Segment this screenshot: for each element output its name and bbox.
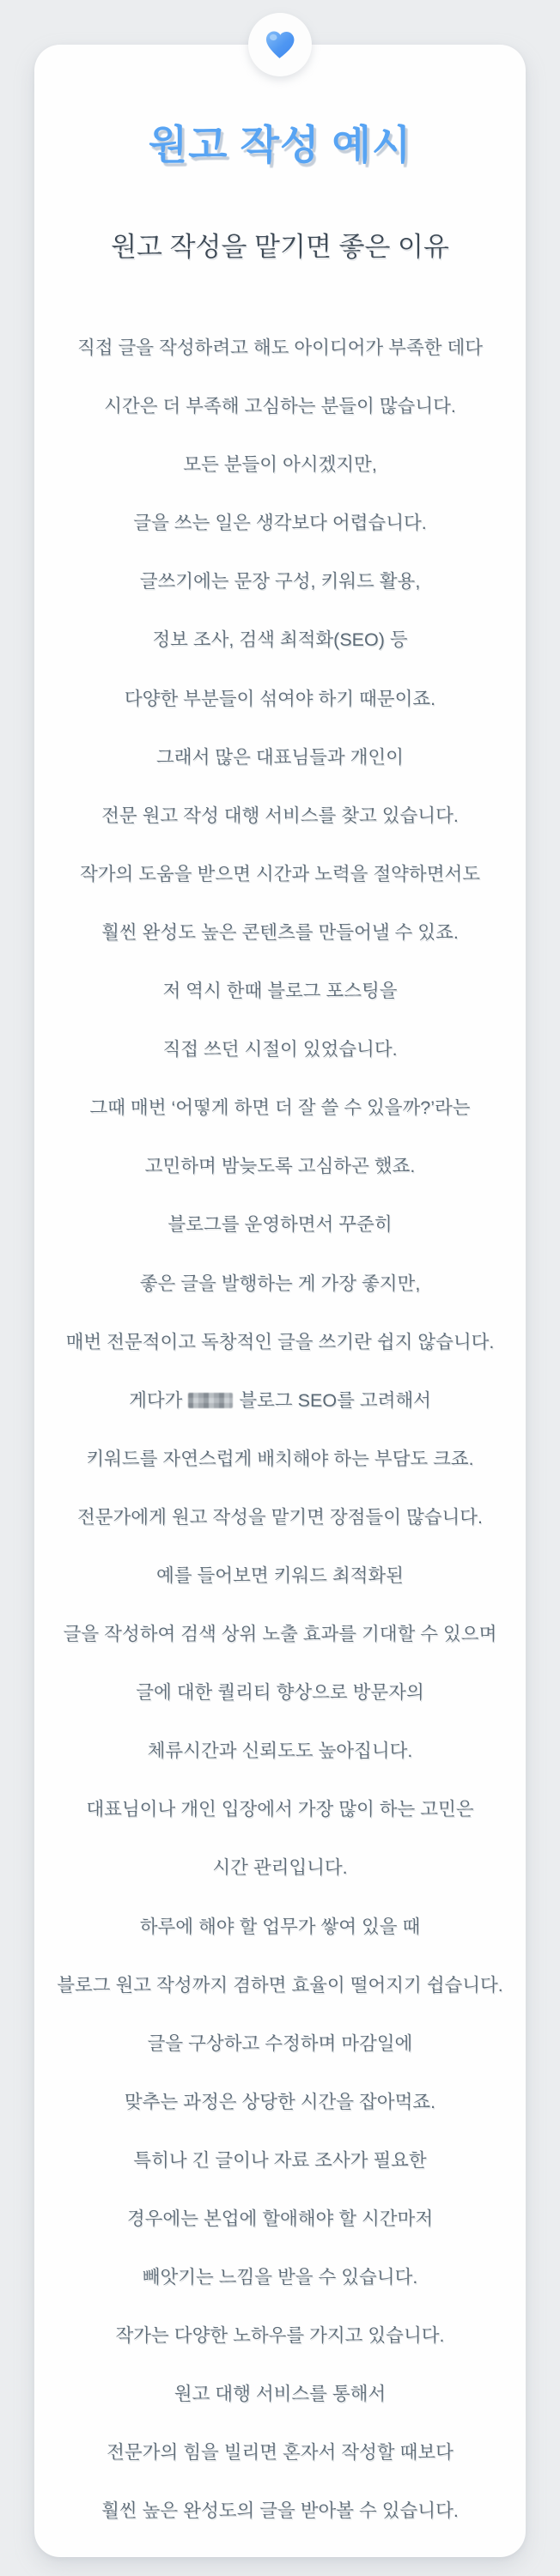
body-line: 매번 전문적이고 독창적인 글을 쓰기란 쉽지 않습니다.: [65, 1331, 495, 1352]
body-line: 좋은 글을 발행하는 게 가장 좋지만,: [139, 1273, 421, 1294]
body-line: 글을 쓰는 일은 생각보다 어렵습니다.: [133, 513, 427, 534]
body-line: 하루에 해야 할 업무가 쌓여 있을 때: [139, 1916, 421, 1937]
body-line: 글에 대한 퀄리티 향상으로 방문자의: [136, 1682, 424, 1704]
body-line: 글을 작성하여 검색 상위 노출 효과를 기대할 수 있으며: [63, 1624, 497, 1645]
body-line: 작가는 다양한 노하우를 가지고 있습니다.: [115, 2325, 445, 2347]
body-line: 작가의 도움을 받으면 시간과 노력을 절약하면서도: [79, 863, 481, 884]
body-line: 글쓰기에는 문장 구성, 키워드 활용,: [139, 571, 421, 592]
body-line: 원고 대행 서비스를 통해서: [173, 2384, 387, 2405]
body-line: 글을 구상하고 수정하며 마감일에: [147, 2032, 413, 2054]
body-line: 체류시간과 신뢰도도 높아집니다.: [147, 1741, 413, 1762]
body-line: 시간 관리입니다.: [212, 1857, 348, 1879]
body-line: 대표님이나 개인 입장에서 가장 많이 하는 고민은: [86, 1799, 474, 1820]
body-line: 그래서 많은 대표님들과 개인이: [156, 746, 404, 768]
body-line: 경우에는 본업에 할애해야 할 시간마저: [126, 2208, 434, 2229]
body-line: 정보 조사, 검색 최적화(SEO) 등: [152, 629, 408, 651]
body-line: 직접 글을 작성하려고 해도 아이디어가 부족한 데다: [77, 337, 483, 358]
pixelated-censor-block: [188, 1393, 233, 1408]
body-line: 전문가에게 원고 작성을 맡기면 장점들이 많습니다.: [77, 1506, 483, 1528]
body-line: 특히나 긴 글이나 자료 조사가 필요한: [133, 2149, 427, 2171]
body-line: 훨씬 완성도 높은 콘텐츠를 만들어낼 수 있죠.: [101, 921, 459, 943]
body-line: 예를 들어보면 키워드 최적화된: [156, 1564, 404, 1586]
body-line: 저 역시 한때 블로그 포스팅을: [162, 981, 398, 1002]
body-line: 키워드를 자연스럽게 배치해야 하는 부담도 크죠.: [86, 1448, 474, 1469]
page-title: 원고 작성 예시: [148, 122, 412, 167]
body-line: 훨씬 높은 완성도의 글을 받아볼 수 있습니다.: [101, 2500, 459, 2522]
body-line: 그때 매번 ‘어떻게 하면 더 잘 쓸 수 있을까?’라는: [89, 1097, 471, 1119]
body-line: 직접 쓰던 시절이 있었습니다.: [162, 1039, 398, 1060]
body-line: 블로그를 운영하면서 꾸준히: [167, 1214, 393, 1236]
body-line: 빼앗기는 느낌을 받을 수 있습니다.: [142, 2267, 418, 2288]
body-line: 블로그 원고 작성까지 겸하면 효율이 떨어지기 쉽습니다.: [57, 1974, 503, 1996]
body-line: 전문가의 힘을 빌리면 혼자서 작성할 때보다: [107, 2442, 453, 2464]
body-line: 고민하며 밤늦도록 고심하곤 했죠.: [144, 1156, 416, 1177]
heart-badge: [248, 13, 312, 76]
section-heading: 원고 작성을 맡기면 좋은 이유: [111, 232, 449, 262]
blue-heart-icon: [262, 27, 297, 62]
body-line: 전문 원고 작성 대행 서비스를 찾고 있습니다.: [101, 805, 459, 826]
body-line: 시간은 더 부족해 고심하는 분들이 많습니다.: [104, 396, 456, 417]
body-line: 다양한 부분들이 섞여야 하기 때문이죠.: [124, 688, 436, 709]
body-text: [34, 319, 526, 2541]
content-card: [34, 45, 526, 2557]
censored-line-prefix: 게다가: [129, 1389, 183, 1411]
censored-line-suffix: 블로그 SEO를 고려해서: [239, 1389, 431, 1411]
body-line-censored: [34, 1371, 526, 1430]
body-line: 모든 분들이 아시겠지만,: [183, 454, 377, 476]
body-line: 맞추는 과정은 상당한 시간을 잡아먹죠.: [124, 2091, 436, 2112]
